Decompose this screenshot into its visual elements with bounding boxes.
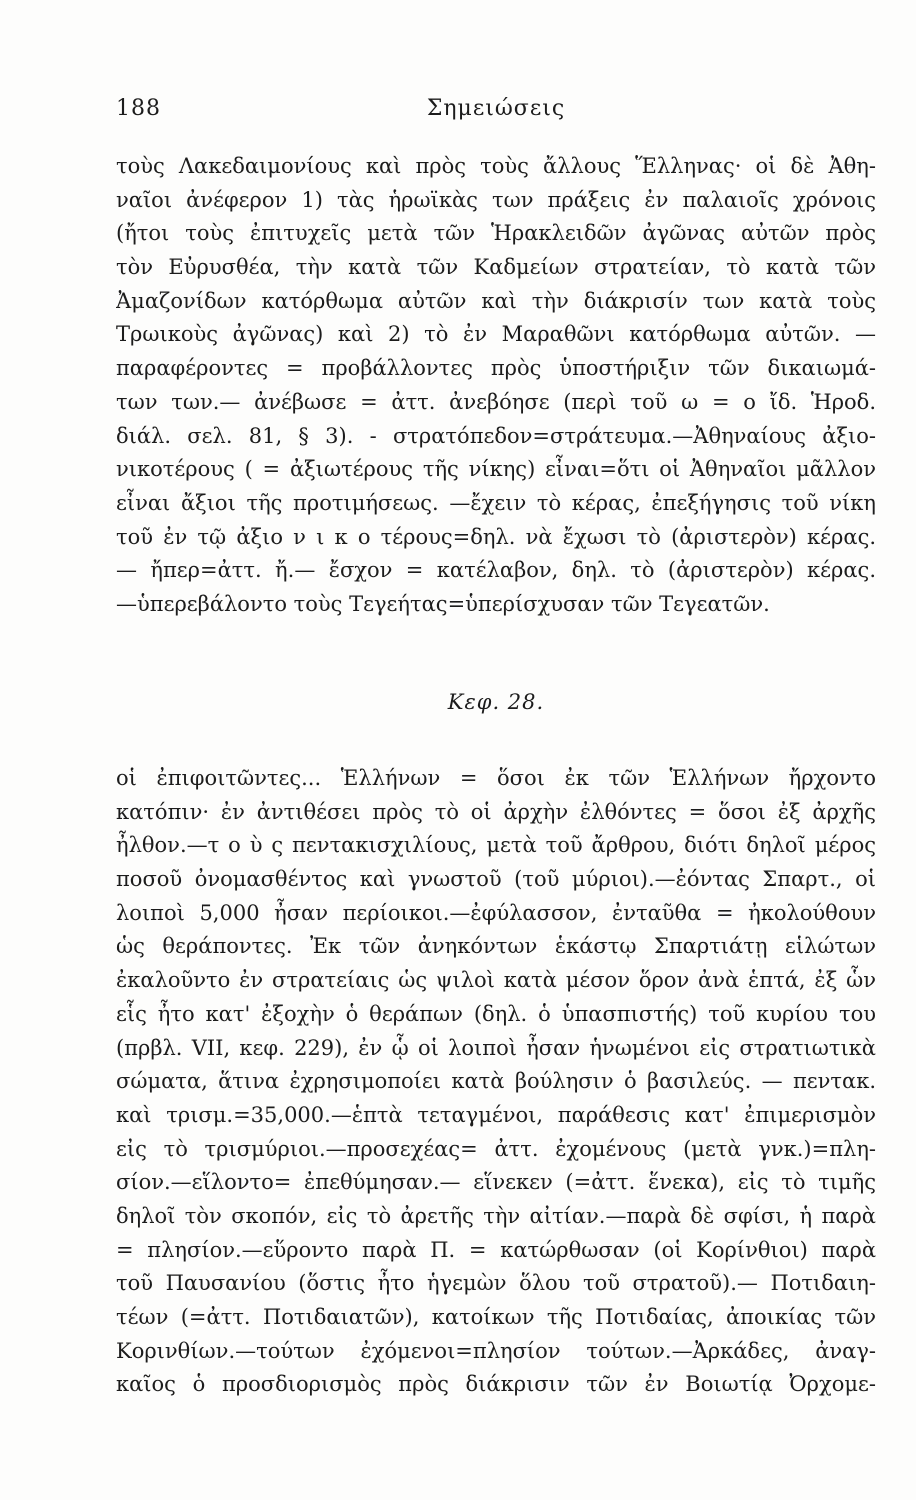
text-line: τοῦ Παυσανίου (ὅστις ἦτο ἡγεμὼν ὅλου τοῦ στρατοῦ).— Ποτιδαιη- (116, 1271, 876, 1296)
text-line: τὸν Εὐρυσθέα, τὴν κατὰ τῶν Καδμείων στρατείαν, τὸ κατὰ τῶν (116, 255, 876, 280)
text-line: Τρωικοὺς ἀγῶνας) καὶ 2) τὸ ἐν Μαραθῶνι κατόρθωμα αὐτῶν. — (116, 322, 876, 347)
text-line: εἷς ἦτο κατ' ἐξοχὴν ὁ θεράπων (δηλ. ὁ ὑπασπιστής) τοῦ κυρίου του (116, 1001, 876, 1026)
text-line: οἱ ἐπιφοιτῶντες... Ἑλλήνων = ὅσοι ἐκ τῶν Ἑλλήνων ἤρχοντο (116, 766, 876, 790)
text-line: λοιποὶ 5,000 ἦσαν περίοικοι.—ἐφύλασσον, ἐνταῦθα = ἠκολούθουν (116, 900, 876, 925)
text-line: διάλ. σελ. 81, § 3). - στρατόπεδον=στράτευμα.—Ἀθηναίους ἀξιο- (116, 423, 876, 448)
text-line: = πλησίον.—εὕροντο παρὰ Π. = κατώρθωσαν (οἱ Κορίνθιοι) παρὰ (116, 1237, 876, 1262)
text-line: (πρβλ. VII, κεφ. 229), ἐν ᾧ οἱ λοιποὶ ἦσαν ἡνωμένοι εἰς στρατιωτικὰ (116, 1035, 876, 1060)
text-line: (ἤτοι τοὺς ἐπιτυχεῖς μετὰ τῶν Ἡρακλειδῶν ἀγῶνας αὐτῶν πρὸς (116, 221, 876, 246)
page-number: 188 (116, 96, 161, 121)
text-line: ἦλθον.—τ ο ὺ ς πεντακισχιλίους, μετὰ τοῦ ἄρθρου, διότι δηλοῖ μέρος (116, 833, 876, 858)
text-line: Κορινθίων.—τούτων ἐχόμενοι=πλησίον τούτων.—Ἀρκάδες, ἀναγ- (116, 1338, 876, 1363)
text-line: σίον.—εἵλοντο= ἐπεθύμησαν.— εἵνεκεν (=ἀττ. ἕνεκα), εἰς τὸ τιμῆς (116, 1170, 876, 1195)
text-line: των των.— ἀνέβωσε = ἀττ. ἀνεβόησε (περὶ τοῦ ω = ο ἴδ. Ἡροδ. (116, 389, 876, 414)
text-line: τοῦ ἐν τῷ ἀξιο ν ι κ ο τέρους=δηλ. νὰ ἔχωσι τὸ (ἀριστερὸν) κέρας. (116, 524, 876, 549)
text-line: εἰς τὸ τρισμύριοι.—προσεχέας= ἀττ. ἐχομένους (μετὰ γνκ.)=πλη- (116, 1136, 876, 1161)
text-line: εἶναι ἄξιοι τῆς προτιμήσεως. —ἔχειν τὸ κέρας, ἐπεξήγησις τοῦ νίκη (116, 490, 876, 515)
text-line: ποσοῦ ὀνομασθέντος καὶ γνωστοῦ (τοῦ μύριοι).—ἐόντας Σπαρτ., οἱ (116, 867, 876, 892)
text-line: καὶ τρισμ.=35,000.—ἑπτὰ τεταγμένοι, παράθεσις κατ' ἐπιμερισμὸν (116, 1102, 876, 1127)
commentary-paragraph-1 (116, 150, 876, 622)
text-line: παραφέροντες = προβάλλοντες πρὸς ὑποστήριξιν τῶν δικαιωμά- (116, 356, 876, 381)
text-line: καῖος ὁ προσδιορισμὸς πρὸς διάκρισιν τῶν ἐν Βοιωτίᾳ Ὀρχομε- (116, 1372, 876, 1397)
text-line: δηλοῖ τὸν σκοπόν, εἰς τὸ ἀρετῆς τὴν αἰτίαν.—παρὰ δὲ σφίσι, ἡ παρὰ (116, 1203, 876, 1228)
text-line: σώματα, ἅτινα ἐχρησιμοποίει κατὰ βούλησιν ὁ βασιλεύς. — πεντακ. (116, 1069, 876, 1094)
text-line: Ἀμαζονίδων κατόρθωμα αὐτῶν καὶ τὴν διάκρισίν των κατὰ τοὺς (116, 288, 876, 313)
text-line: κατόπιν· ἐν ἀντιθέσει πρὸς τὸ οἱ ἀρχὴν ἐλθόντες = ὅσοι ἐξ ἀρχῆς (116, 799, 876, 824)
chapter-heading: Κεφ. 28. (447, 690, 545, 714)
text-line: —ὑπερεβάλοντο τοὺς Τεγεήτας=ὑπερίσχυσαν τῶν Τεγεατῶν. (116, 591, 770, 616)
text-line: τέων (=ἀττ. Ποτιδαιατῶν), κατοίκων τῆς Ποτιδαίας, ἀποικίας τῶν (116, 1305, 876, 1329)
text-line: ὡς θεράποντες. Ἐκ τῶν ἀνηκόντων ἑκάστῳ Σπαρτιάτῃ εἱλώτων (116, 934, 876, 959)
page-header (116, 96, 876, 130)
commentary-paragraph-2 (116, 762, 876, 1402)
running-title: Σημειώσεις (426, 96, 566, 121)
text-line: νικοτέρους ( = ἀξιωτέρους τῆς νίκης) εἶναι=ὅτι οἱ Ἀθηναῖοι μᾶλλον (116, 457, 876, 482)
text-line: — ἤπερ=ἀττ. ἤ.— ἔσχον = κατέλαβον, δηλ. τὸ (ἀριστερὸν) κέρας. (116, 558, 876, 583)
text-line: ἐκαλοῦντο ἐν στρατείαις ὡς ψιλοὶ κατὰ μέσον ὅρον ἀνὰ ἑπτά, ἐξ ὧν (116, 968, 876, 993)
text-line: ναῖοι ἀνέφερον 1) τὰς ἡρωϊκὰς των πράξεις ἐν παλαιοῖς χρόνοις (116, 187, 876, 212)
text-line: τοὺς Λακεδαιμονίους καὶ πρὸς τοὺς ἄλλους Ἕλληνας· οἱ δὲ Ἀθη- (116, 154, 876, 178)
